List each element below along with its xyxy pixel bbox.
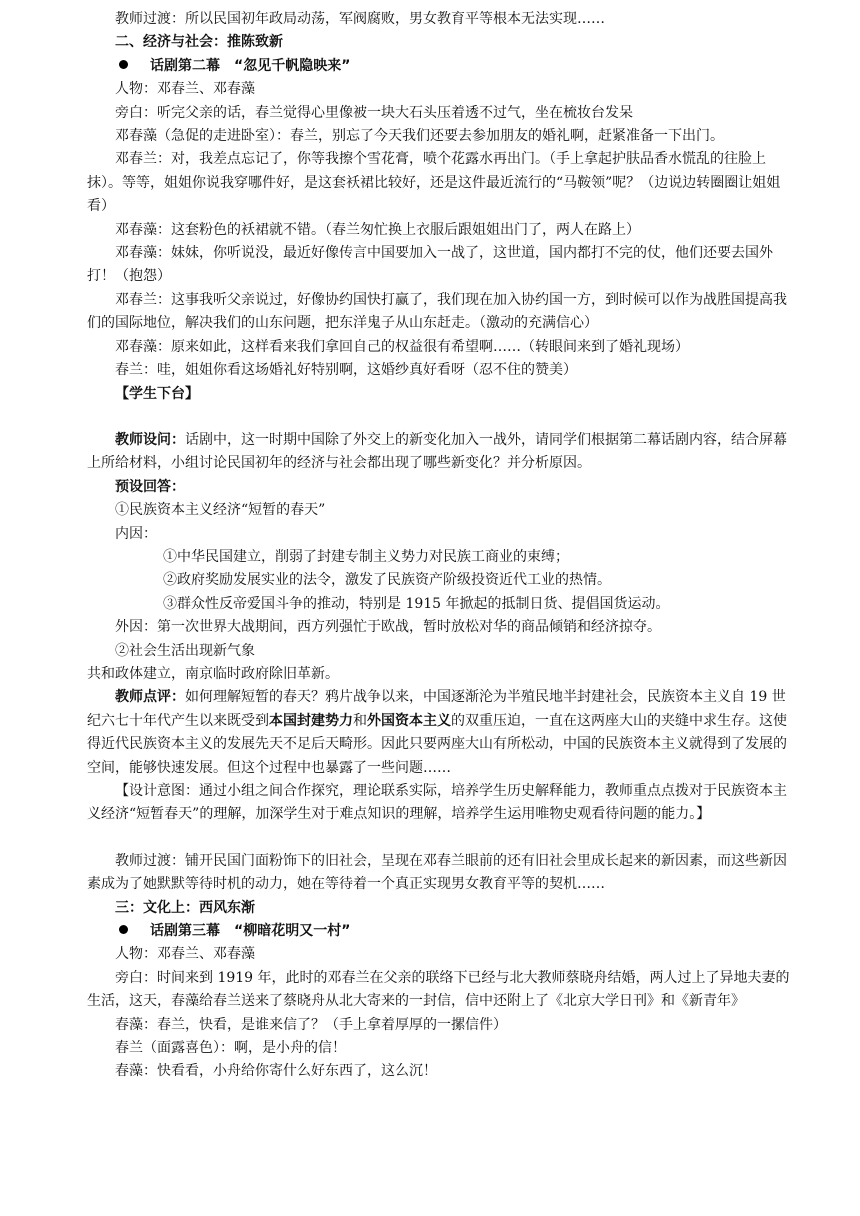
bullet-icon [119,60,128,69]
characters-line: 人物：邓春兰、邓春藻 [115,81,255,98]
comment-bold-1: 本国封建势力 [269,712,353,729]
teacher-question [87,429,790,476]
dialogue-line: 邓春藻：妹妹，你听说没，最近好像传言中国要加入一战了，这世道，国内都打不完的仗，他们还要去国外打！（抱怨） [87,245,773,285]
dialogue-line: 邓春兰：对，我差点忘记了，你等我擦个雪花膏，喷个花露水再出门。（手上拿起护肤品香水慌乱的往脸上抹）。等等，姐姐你说我穿哪件好，是这套袄裙比较好，还是这件最近流行的“马鞍领”呢？（边说边转圈圈让姐姐看） [87,151,781,215]
section-heading-3: 三：文化上：西风东渐 [115,899,255,916]
spacer [87,406,790,429]
characters-line: 人物：邓春兰、邓春藻 [115,946,255,963]
internal-cause-2: ②政府奖励发展实业的法令，激发了民族资产阶级投资近代工业的热情。 [163,572,611,589]
internal-cause-3: ③群众性反帝爱国斗争的推动，特别是 1915 年掀起的抵制日货、提倡国货运动。 [163,595,670,612]
play-act-2-label: 话剧第二幕 “忽见千帆隐映来” [150,57,351,74]
section-heading-2: 二、经济与社会：推陈致新 [115,34,283,51]
comment-text: 和 [353,712,367,729]
answer-point-1: ①民族资本主义经济“短暂的春天” [115,502,326,519]
question-text: 话剧中，这一时期中国除了外交上的新变化加入一战外，请同学们根据第二幕话剧内容，结合屏幕上所给材料，小组讨论民国初年的经济与社会都出现了哪些新变化？并分析原因。 [87,431,787,472]
question-label: 教师设问： [115,431,185,448]
internal-cause-1: ①中华民国建立，削弱了封建专制主义势力对民族工商业的束缚； [163,548,569,565]
dialogue-line: 春兰：哇，姐姐你看这场婚礼好特别啊，这婚纱真好看呀（忍不住的赞美） [115,362,577,379]
dialogue-line: 春藻：快看看，小舟给你寄什么好东西了，这么沉！ [115,1063,437,1080]
dialogue-line: 邓春藻（急促的走进卧室）：春兰，别忘了今天我们还要去参加朋友的婚礼啊，赶紧准备一下出门。 [115,128,724,145]
dialogue-line: 春藻：春兰，快看，是谁来信了？（手上拿着厚厚的一摞信件） [115,1016,507,1033]
teacher-comment [87,686,790,780]
narration-line: 旁白：时间来到 1919 年，此时的邓春兰在父亲的联络下已经与北大教师蔡晓舟结婚，两人过上了异地夫妻的生活，这天，春藻给春兰送来了蔡晓舟从北大寄来的一封信，信中还附上了《北京大学日刊》和《新青年》 [87,969,790,1010]
answer-point-2-text: 共和政体建立，南京临时政府除旧革新。 [87,665,339,682]
comment-label: 教师点评： [115,689,185,706]
dialogue-line: 邓春藻：原来如此，这样看来我们拿回自己的权益很有希望啊……（转眼间来到了婚礼现场） [115,338,689,355]
narration-line: 旁白：听完父亲的话，春兰觉得心里像被一块大石头压着透不过气，坐在梳妆台发呆 [115,104,633,121]
stage-direction: 【学生下台】 [115,385,199,402]
dialogue-line: 邓春藻：这套粉色的袄裙就不错。（春兰匆忙换上衣服后跟姐姐出门了，两人在路上） [115,221,640,238]
preset-answer-label: 预设回答： [115,478,185,495]
comment-text: 的双重压迫，一直在这两座大山的夹缝中求生存。这使得近代民族资本主义的发展先天不足后天畸形。因此只要两座大山有所松动，中国的民族资本主义就得到了发展的空间，能够快速发展。但这个过程中也暴露了一些问题…… [87,712,787,776]
dialogue-line: 邓春兰：这事我听父亲说过，好像协约国快打赢了，我们现在加入协约国一方，到时候可以作为战胜国提高我们的国际地位，解决我们的山东问题，把东洋鬼子从山东赶走。（激动的充满信心） [87,291,787,332]
comment-bold-2: 外国资本主义 [367,712,451,729]
transition-text: 教师过渡：所以民国初年政局动荡，军阀腐败，男女教育平等根本无法实现…… [115,11,605,27]
transition-text-2: 教师过渡：铺开民国门面粉饰下的旧社会，呈现在邓春兰眼前的还有旧社会里成长起来的新因素，而这些新因素成为了她默默等待时机的动力，她在等待着一个真正实现男女教育平等的契机…… [87,852,787,893]
answer-point-2: ②社会生活出现新气象 [115,642,255,659]
design-intent: 【设计意图：通过小组之间合作探究，理论联系实际，培养学生历史解释能力，教师重点点拨对于民族资本主义经济“短暂春天”的理解，加深学生对于难点知识的理解，培养学生运用唯物史观看待问题的能力。】 [87,783,787,823]
play-act-2-title [87,55,790,78]
bullet-icon [119,925,128,934]
dialogue-line: 春兰（面露喜色）：啊，是小舟的信！ [115,1040,346,1057]
comment-text: 如何理解短暂的春天？鸦片战争以来，中国逐渐沦为半殖民地半封建社会，民族资本主义自 19 世纪六七十年代产生以来既受到 [87,689,786,729]
internal-causes-label: 内因： [115,525,157,542]
play-act-3-label: 话剧第三幕 “柳暗花明又一村” [150,923,351,940]
play-act-3-title [87,920,790,943]
external-cause: 外因：第一次世界大战期间，西方列强忙于欧战，暂时放松对华的商品倾销和经济掠夺。 [115,619,661,636]
spacer [87,827,790,850]
